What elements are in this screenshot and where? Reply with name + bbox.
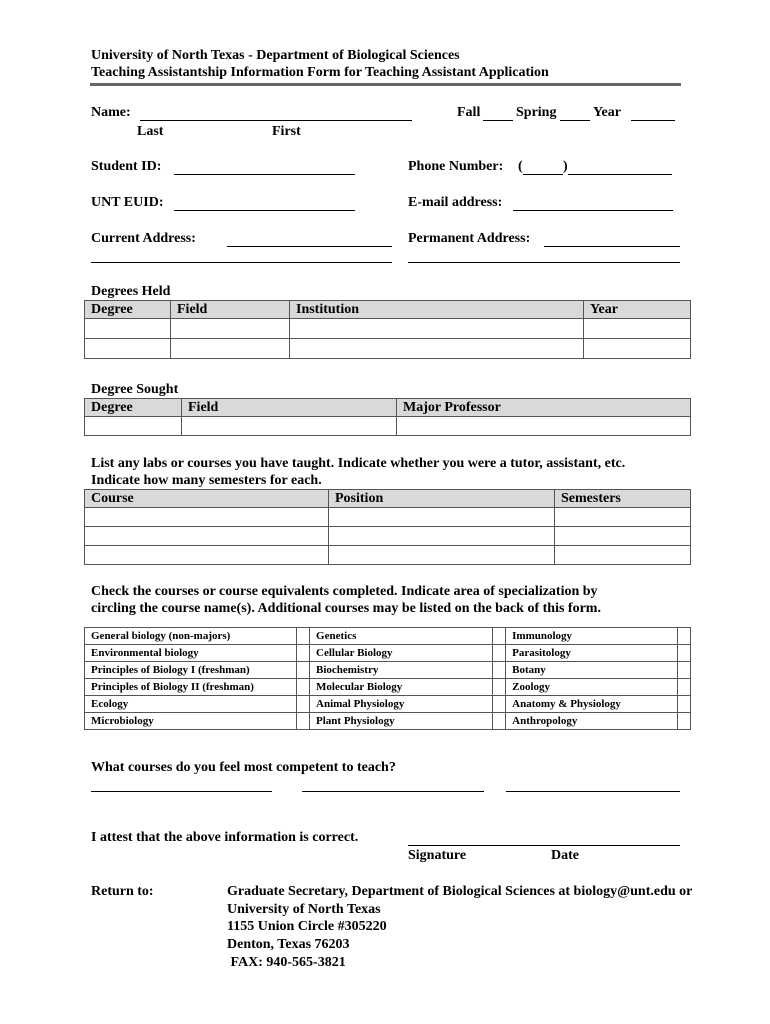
table-cell[interactable]: [555, 546, 691, 565]
phone-area-open: (: [518, 159, 523, 174]
competent-field-1[interactable]: [91, 791, 272, 792]
permanent-address-field-1[interactable]: [544, 246, 680, 247]
date-label: Date: [551, 848, 579, 863]
courses-taught-col-semesters: Semesters: [555, 490, 691, 508]
course-checkbox[interactable]: [296, 628, 309, 645]
course-name: Parasitology: [506, 645, 677, 662]
course-checkbox[interactable]: [492, 713, 505, 730]
student-id-field[interactable]: [174, 174, 355, 175]
fall-label: Fall: [457, 105, 481, 120]
table-cell[interactable]: [290, 339, 584, 359]
degree-sought-col-professor: Major Professor: [397, 399, 691, 417]
phone-label: Phone Number:: [408, 159, 504, 174]
table-cell[interactable]: [85, 339, 171, 359]
header-line-2: Teaching Assistantship Information Form for Teaching Assistant Application: [91, 65, 549, 80]
last-label: Last: [137, 124, 164, 139]
year-label: Year: [593, 105, 621, 120]
courses-taught-instruction-1: List any labs or courses you have taught. Indicate whether you were a tutor, assistant, etc.: [91, 456, 626, 471]
degrees-held-col-institution: Institution: [290, 301, 584, 319]
course-checkbox[interactable]: [677, 628, 690, 645]
current-address-field-2[interactable]: [91, 262, 392, 263]
course-checkbox[interactable]: [677, 662, 690, 679]
course-checkbox[interactable]: [296, 645, 309, 662]
header-line-1: University of North Texas - Department of Biological Sciences: [91, 48, 460, 63]
course-name: Biochemistry: [310, 662, 493, 679]
return-to-line-5: FAX: 940-565-3821: [227, 955, 346, 970]
table-cell[interactable]: [85, 508, 329, 527]
course-checkbox[interactable]: [677, 696, 690, 713]
return-to-line-1: Graduate Secretary, Department of Biological Sciences at biology@unt.edu or: [227, 884, 693, 899]
courses-taught-col-course: Course: [85, 490, 329, 508]
table-cell[interactable]: [329, 508, 555, 527]
course-name: Ecology: [85, 696, 297, 713]
degrees-held-col-field: Field: [171, 301, 290, 319]
courses-taught-table: [84, 489, 691, 565]
course-name: Environmental biology: [85, 645, 297, 662]
phone-area-field[interactable]: [523, 174, 563, 175]
email-field[interactable]: [513, 210, 673, 211]
table-cell[interactable]: [85, 319, 171, 339]
current-address-label: Current Address:: [91, 231, 196, 246]
attest-statement: I attest that the above information is correct.: [91, 830, 359, 845]
course-name: General biology (non-majors): [85, 628, 297, 645]
degrees-held-title: Degrees Held: [91, 284, 171, 299]
course-name: Anatomy & Physiology: [506, 696, 677, 713]
phone-number-field[interactable]: [568, 174, 672, 175]
permanent-address-label: Permanent Address:: [408, 231, 531, 246]
degrees-held-table: [84, 300, 691, 359]
course-name: Anthropology: [506, 713, 677, 730]
fall-field[interactable]: [483, 120, 513, 121]
table-row: [85, 713, 691, 730]
completed-courses-instruction-2: circling the course name(s). Additional courses may be listed on the back of this form.: [91, 601, 601, 616]
return-to-line-4: Denton, Texas 76203: [227, 937, 350, 952]
table-row: [85, 662, 691, 679]
student-id-label: Student ID:: [91, 159, 162, 174]
course-name: Cellular Biology: [310, 645, 493, 662]
course-checkbox[interactable]: [492, 696, 505, 713]
phone-area-close: ): [563, 159, 568, 174]
course-name: Genetics: [310, 628, 493, 645]
email-label: E-mail address:: [408, 195, 503, 210]
current-address-field-1[interactable]: [227, 246, 392, 247]
euid-field[interactable]: [174, 210, 355, 211]
return-to-line-2: University of North Texas: [227, 902, 381, 917]
permanent-address-field-2[interactable]: [408, 262, 680, 263]
course-checkbox[interactable]: [677, 645, 690, 662]
first-label: First: [272, 124, 301, 139]
course-checkbox[interactable]: [296, 679, 309, 696]
course-name: Plant Physiology: [310, 713, 493, 730]
header-divider: [90, 83, 681, 86]
table-row: [85, 679, 691, 696]
table-cell[interactable]: [171, 319, 290, 339]
course-name: Immunology: [506, 628, 677, 645]
euid-label: UNT EUID:: [91, 195, 164, 210]
course-name: Principles of Biology I (freshman): [85, 662, 297, 679]
return-to-label: Return to:: [91, 884, 154, 899]
course-name: Animal Physiology: [310, 696, 493, 713]
course-name: Botany: [506, 662, 677, 679]
table-cell[interactable]: [584, 339, 691, 359]
degrees-held-col-degree: Degree: [85, 301, 171, 319]
table-cell[interactable]: [584, 319, 691, 339]
return-to-line-3: 1155 Union Circle #305220: [227, 919, 387, 934]
course-checkbox[interactable]: [296, 696, 309, 713]
signature-label: Signature: [408, 848, 467, 863]
table-cell[interactable]: [171, 339, 290, 359]
degrees-held-col-year: Year: [584, 301, 691, 319]
course-checkbox[interactable]: [677, 679, 690, 696]
course-checkbox[interactable]: [492, 679, 505, 696]
courses-taught-col-position: Position: [329, 490, 555, 508]
table-cell[interactable]: [85, 417, 182, 436]
table-cell[interactable]: [555, 527, 691, 546]
course-name: Microbiology: [85, 713, 297, 730]
table-cell[interactable]: [397, 417, 691, 436]
table-row: [85, 628, 691, 645]
course-checkbox[interactable]: [296, 713, 309, 730]
course-name: Zoology: [506, 679, 677, 696]
courses-taught-instruction-2: Indicate how many semesters for each.: [91, 473, 322, 488]
table-cell[interactable]: [329, 527, 555, 546]
table-row: [85, 645, 691, 662]
degree-sought-col-field: Field: [182, 399, 397, 417]
degree-sought-table: [84, 398, 691, 436]
spring-field[interactable]: [560, 120, 590, 121]
competent-field-2[interactable]: [302, 791, 484, 792]
name-label: Name:: [91, 105, 131, 120]
course-checkbox[interactable]: [296, 662, 309, 679]
course-name: Molecular Biology: [310, 679, 493, 696]
degree-sought-title: Degree Sought: [91, 382, 179, 397]
table-cell[interactable]: [329, 546, 555, 565]
course-checkbox[interactable]: [492, 645, 505, 662]
course-name: Principles of Biology II (freshman): [85, 679, 297, 696]
degree-sought-col-degree: Degree: [85, 399, 182, 417]
competent-question: What courses do you feel most competent to teach?: [91, 760, 396, 775]
spring-label: Spring: [516, 105, 557, 120]
table-row: [85, 696, 691, 713]
course-checkbox[interactable]: [492, 628, 505, 645]
course-checkbox[interactable]: [492, 662, 505, 679]
table-cell[interactable]: [85, 527, 329, 546]
completed-courses-table: [84, 627, 691, 730]
table-cell[interactable]: [85, 546, 329, 565]
course-checkbox[interactable]: [677, 713, 690, 730]
competent-field-3[interactable]: [506, 791, 680, 792]
table-cell[interactable]: [555, 508, 691, 527]
completed-courses-instruction-1: Check the courses or course equivalents completed. Indicate area of specialization by: [91, 584, 598, 599]
table-cell[interactable]: [290, 319, 584, 339]
name-field[interactable]: [140, 120, 412, 121]
table-cell[interactable]: [182, 417, 397, 436]
signature-field[interactable]: [408, 845, 680, 846]
year-field[interactable]: [631, 120, 675, 121]
